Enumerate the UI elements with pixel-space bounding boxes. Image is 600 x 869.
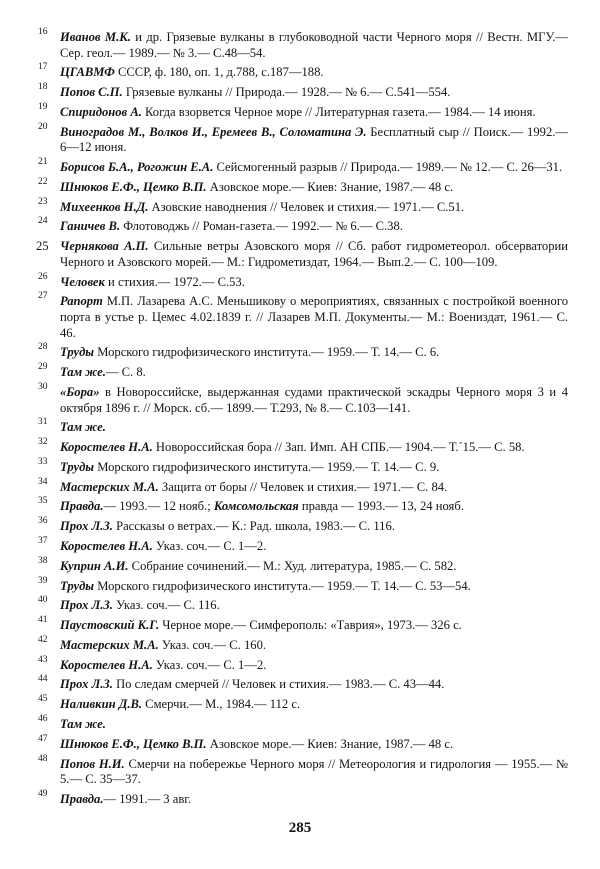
footnote-entry bbox=[38, 62, 568, 81]
footnote-author: Попов С.П. bbox=[60, 85, 123, 100]
footnote-number: 19 bbox=[38, 101, 48, 112]
footnote-author: Коростелев Н.А. bbox=[60, 538, 153, 553]
footnote-number: 47 bbox=[38, 733, 48, 744]
footnote-text: Грязевые вулканы // Природа.— 1928.— № 6.— С.541—554. bbox=[122, 85, 451, 100]
footnote-number: 18 bbox=[38, 82, 48, 93]
footnote-text: По следам смерчей // Человек и стихия.— 1983.— С. 43—44. bbox=[112, 677, 445, 692]
footnote-number: 26 bbox=[38, 271, 48, 282]
footnote-number: 41 bbox=[38, 615, 48, 626]
footnote-text: Флотоводжь // Роман-газета.— 1992.— № 6.— С.38. bbox=[120, 219, 403, 234]
footnote-text: Рассказы о ветрах.— К.: Рад. школа, 1983.— С. 116. bbox=[112, 519, 395, 534]
footnote-entry bbox=[38, 291, 568, 341]
footnote-text: Указ. соч.— С. 1—2. bbox=[152, 538, 267, 553]
footnote-entry bbox=[38, 437, 568, 456]
footnote-entry bbox=[38, 753, 568, 788]
footnote-author: Прох Л.З. bbox=[60, 677, 113, 692]
footnote-entry bbox=[38, 476, 568, 496]
footnote-number: 49 bbox=[38, 788, 48, 799]
footnote-text: Морского гидрофизического института.— 1959.— Т. 14.— С. 53—54. bbox=[94, 578, 471, 593]
footnote-author: Там же. bbox=[60, 717, 106, 731]
footnote-number: 31 bbox=[38, 417, 48, 428]
footnote-text: — 1991.— 3 авг. bbox=[103, 791, 192, 806]
footnote-entry bbox=[38, 535, 568, 555]
footnote-author: Виноградов М., Волков И., Еремеев В., Соломатина Э. bbox=[60, 124, 367, 139]
footnote-entry bbox=[38, 196, 568, 216]
footnote-author: Иванов М.К. bbox=[60, 30, 131, 44]
footnote-entry bbox=[38, 239, 568, 270]
footnote-source: Комсомольская bbox=[213, 499, 299, 514]
footnote-text: Морского гидрофизического института.— 1959.— Т. 14.— С. 9. bbox=[94, 459, 440, 474]
footnote-entry bbox=[38, 516, 568, 535]
footnote-number: 32 bbox=[38, 437, 48, 448]
footnote-number: 40 bbox=[38, 595, 48, 606]
footnote-number: 17 bbox=[38, 62, 48, 73]
footnote-text: СССР, ф. 180, оп. 1, д.788, с.187—188. bbox=[114, 65, 324, 80]
footnote-entry bbox=[38, 101, 568, 121]
footnote-number: 28 bbox=[38, 342, 48, 353]
footnote-author: Правда. bbox=[60, 791, 104, 806]
footnote-entry bbox=[38, 216, 568, 235]
footnote-author: Наливкин Д.В. bbox=[60, 697, 143, 712]
footnote-text: и др. Грязевые вулканы в глубоководной части Черного моря // Вестн. МГУ.— Сер. геол.— 1989.— № 3.— С.48—54. bbox=[60, 30, 568, 60]
footnote-author: Спиридонов А. bbox=[60, 104, 142, 119]
footnote-entry bbox=[38, 733, 568, 753]
footnote-entry bbox=[38, 694, 568, 713]
footnote-entry bbox=[38, 157, 568, 176]
footnote-author: Мастерских М.А. bbox=[60, 479, 159, 494]
footnote-text: правда — 1993.— 13, 24 нояб. bbox=[298, 499, 464, 514]
footnote-author: Борисов Б.А., Рогожин Е.А. bbox=[60, 160, 214, 175]
footnote-author: Куприн А.И. bbox=[60, 558, 129, 573]
footnote-text: Смерчи на побережье Черного моря // Метеорология и гидрология — 1955.— № 5.— С. 35—37. bbox=[60, 756, 568, 787]
footnote-text: Азовские наводнения // Человек и стихия.— 1971.— С.51. bbox=[148, 199, 465, 214]
footnote-number: 21 bbox=[38, 157, 48, 168]
footnote-author: Паустовский К.Г. bbox=[60, 618, 160, 633]
footnote-text: и стихия.— 1972.— С.53. bbox=[104, 274, 245, 289]
footnote-number: 23 bbox=[38, 196, 48, 207]
footnote-author: Труды bbox=[60, 578, 95, 593]
footnote-number: 48 bbox=[38, 753, 48, 764]
footnote-number: 24 bbox=[38, 216, 48, 227]
footnote-entry bbox=[38, 342, 568, 361]
footnote-entry bbox=[38, 714, 568, 733]
footnote-author: Коростелев Н.А. bbox=[60, 657, 153, 672]
footnote-entry bbox=[38, 176, 568, 196]
footnote-number: 43 bbox=[38, 654, 48, 665]
footnote-text: Черное море.— Симферополь: «Таврия», 1973.— 326 с. bbox=[159, 618, 462, 633]
footnote-text: Защита от боры // Человек и стихия.— 1971.— С. 84. bbox=[158, 479, 448, 494]
footnote-number: 29 bbox=[38, 362, 48, 373]
footnote-author: Прох Л.З. bbox=[60, 519, 113, 534]
footnote-author: Рапорт bbox=[60, 294, 103, 309]
footnote-number: 25 bbox=[36, 239, 49, 254]
footnote-author: Там же. bbox=[60, 365, 106, 380]
footnote-entry bbox=[38, 595, 568, 614]
footnote-author: Человек bbox=[60, 274, 105, 289]
footnote-entry bbox=[38, 381, 568, 416]
footnote-number: 30 bbox=[38, 381, 48, 392]
footnote-number: 42 bbox=[38, 634, 48, 645]
footnote-text: Указ. соч.— С. 116. bbox=[112, 598, 220, 613]
footnote-author: Коростелев Н.А. bbox=[60, 440, 153, 455]
footnote-number: 20 bbox=[38, 121, 48, 132]
footnote-number: 35 bbox=[38, 496, 48, 507]
footnote-entry bbox=[38, 456, 568, 476]
footnote-author: Мастерских М.А. bbox=[60, 637, 159, 652]
footnote-entry bbox=[38, 634, 568, 654]
footnote-number: 38 bbox=[38, 555, 48, 566]
footnote-text: — С. 8. bbox=[105, 365, 146, 380]
footnote-text: Собрание сочинений.— М.: Худ. литература, 1985.— С. 582. bbox=[128, 558, 457, 573]
footnote-text: Смерчи.— М., 1984.— 112 с. bbox=[142, 697, 301, 712]
footnote-entry bbox=[38, 271, 568, 291]
footnote-text: Указ. соч.— С. 1—2. bbox=[152, 657, 267, 672]
footnote-author: Правда. bbox=[60, 499, 104, 514]
footnote-text: Новороссийская бора // Зап. Имп. АН СПБ.— 1904.— Т.´15.— С. 58. bbox=[152, 440, 525, 455]
footnote-author: Шнюков Е.Ф., Цемко В.П. bbox=[60, 736, 207, 751]
page-number: 285 bbox=[288, 820, 312, 836]
footnote-entry bbox=[38, 496, 568, 515]
footnote-number: 27 bbox=[38, 291, 48, 302]
footnote-number: 45 bbox=[38, 694, 48, 705]
footnote-text: — 1993.— 12 нояб.; bbox=[103, 499, 214, 514]
footnote-number: 36 bbox=[38, 516, 48, 527]
footnote-text: в Новороссийске, выдержанная судами практической эскадры Черного моря 3 и 4 октября 1896 г. // Морск. сб.— 1899.— Т.293, № 8.— С.103—141. bbox=[60, 384, 568, 415]
footnote-text: М.П. Лазарева А.С. Меньшикову о мероприятиях, связанных с постройкой военного порта в устье р. Цемес 4.02.1839 г. // Лазарев М.П. Документы.— М.: Воениздат, 1961.— С. 46. bbox=[60, 294, 568, 340]
footnote-number: 37 bbox=[38, 535, 48, 546]
footnote-entry bbox=[38, 575, 568, 595]
footnote-author: Шнюков Е.Ф., Цемко В.П. bbox=[60, 179, 207, 194]
footnote-author: Чернякова А.П. bbox=[60, 239, 149, 254]
footnote-entry bbox=[38, 362, 568, 381]
footnote-author: Ганичев В. bbox=[60, 219, 121, 234]
footnote-number: 34 bbox=[38, 476, 48, 487]
footnote-author: Попов Н.И. bbox=[60, 756, 125, 771]
footnote-entry bbox=[38, 555, 568, 575]
footnote-number: 39 bbox=[38, 575, 48, 586]
footnote-author: «Бора» bbox=[60, 384, 100, 399]
footnote-text: Бесплатный сыр // Поиск.— 1992.— 6—12 июня. bbox=[60, 124, 568, 155]
footnote-text: Азовское море.— Киев: Знание, 1987.— 48 с. bbox=[206, 736, 454, 751]
footnote-text: Указ. соч.— С. 160. bbox=[158, 637, 267, 652]
footnote-number: 44 bbox=[38, 674, 48, 685]
footnote-author: Труды bbox=[60, 459, 95, 474]
footnote-text: Когда взорвется Черное море // Литературная газета.— 1984.— 14 июня. bbox=[141, 104, 536, 119]
footnote-number: 33 bbox=[38, 456, 48, 467]
footnote-entry bbox=[38, 674, 568, 693]
footnote-author: Труды bbox=[60, 345, 95, 360]
footnote-entry bbox=[38, 654, 568, 674]
footnote-entry bbox=[38, 615, 568, 634]
footnote-text: Сильные ветры Азовского моря // Сб. работ гидрометеорол. обсерватории Черного и Азовского морей.— М.: Гидрометиздат, 1964.— Вып.2.— С. 100—109. bbox=[60, 239, 569, 269]
footnote-text: Морского гидрофизического института.— 1959.— Т. 14.— С. 6. bbox=[94, 345, 440, 360]
footnote-author: ЦГАВМФ bbox=[60, 65, 115, 80]
footnotes-list bbox=[36, 27, 569, 812]
footnote-entry bbox=[38, 417, 568, 436]
footnote-entry bbox=[38, 788, 568, 808]
footnote-entry bbox=[38, 82, 568, 101]
footnote-number: 46 bbox=[38, 714, 48, 724]
footnote-author: Там же. bbox=[60, 420, 106, 435]
footnote-author: Прох Л.З. bbox=[60, 598, 113, 613]
footnote-number: 22 bbox=[38, 176, 48, 187]
footnote-entry bbox=[38, 121, 568, 156]
footnote-number: 16 bbox=[38, 27, 48, 37]
footnote-entry bbox=[38, 27, 568, 61]
footnote-text: Азовское море.— Киев: Знание, 1987.— 48 с. bbox=[206, 179, 454, 194]
footnote-author: Михеенков Н.Д. bbox=[60, 199, 149, 214]
footnote-text: Сейсмогенный разрыв // Природа.— 1989.— № 12.— С. 26—31. bbox=[213, 160, 563, 175]
